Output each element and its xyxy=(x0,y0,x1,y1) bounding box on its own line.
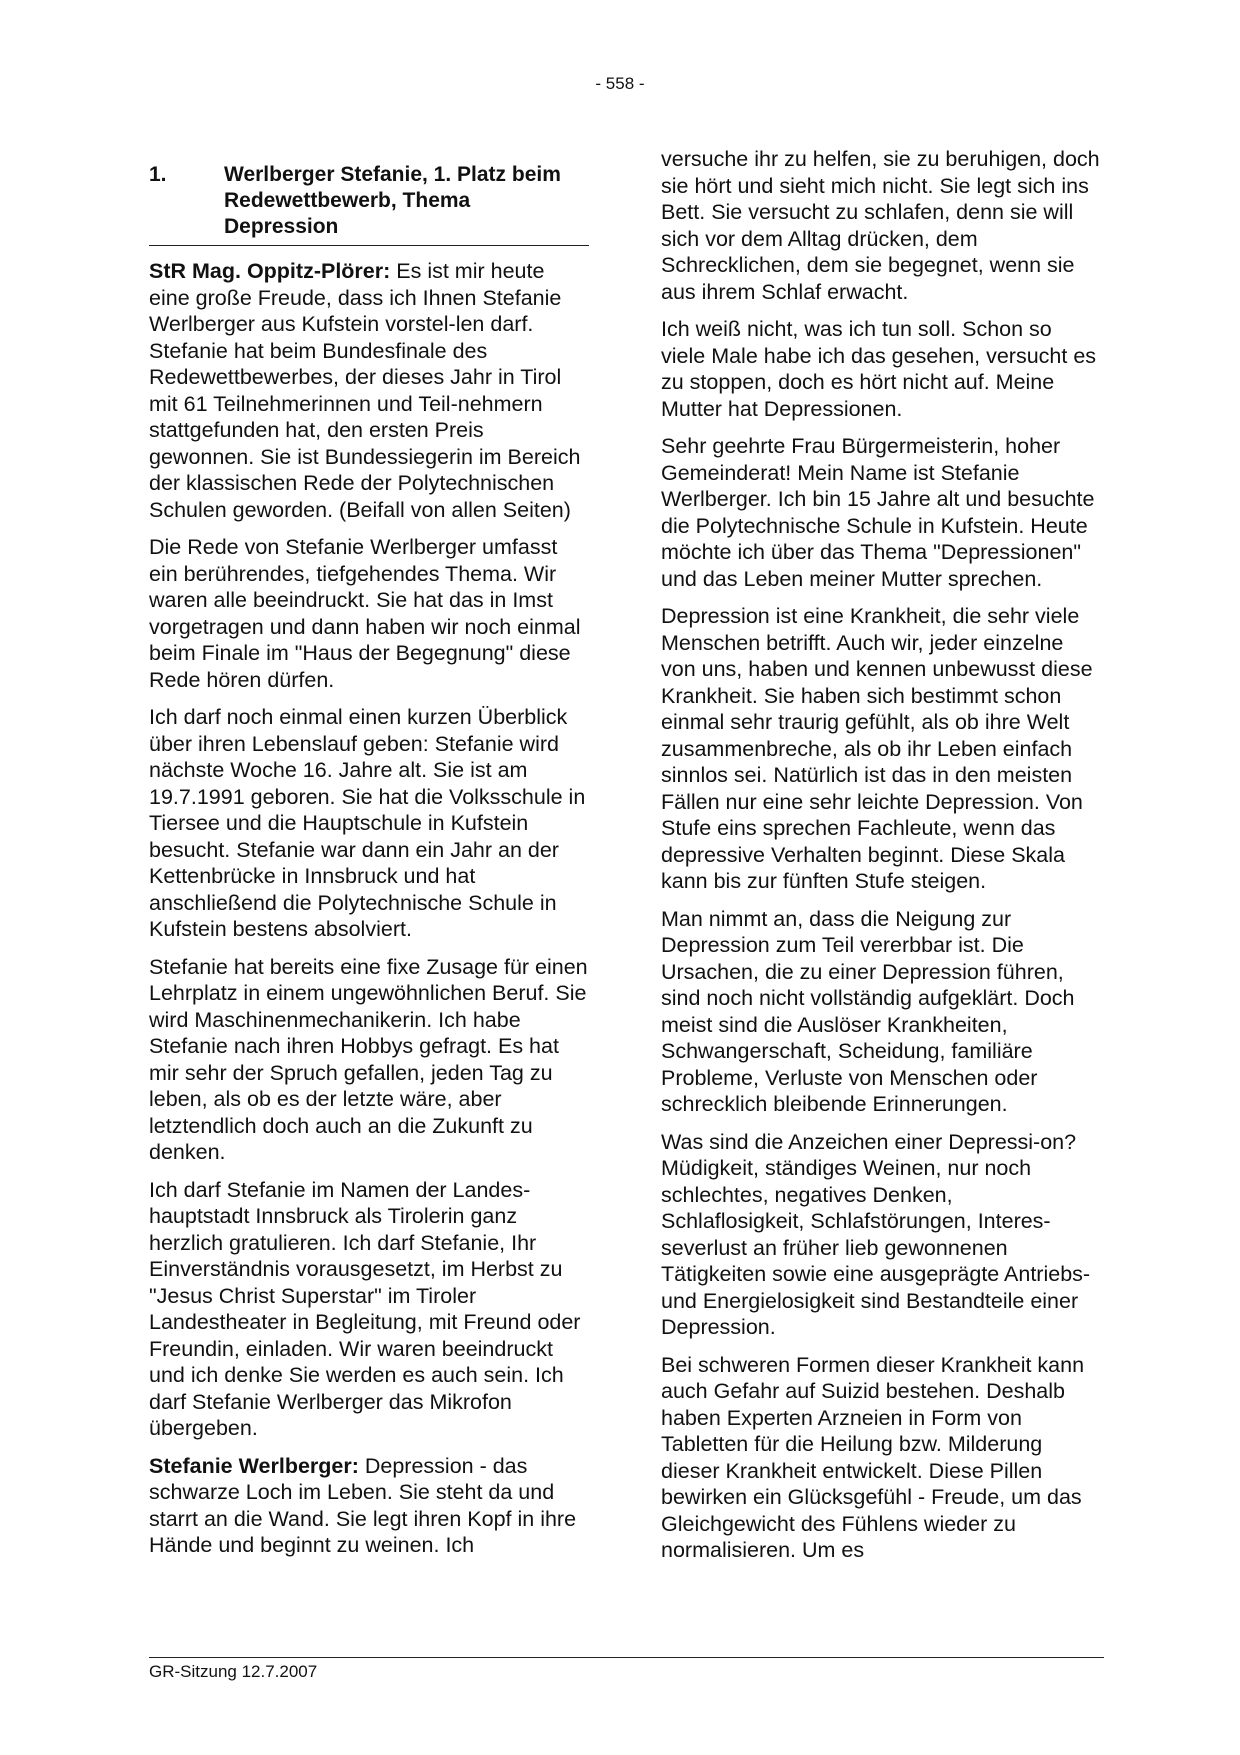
agenda-heading xyxy=(149,162,589,246)
paragraph: Man nimmt an, dass die Neigung zur Depression zum Teil vererbbar ist. Die Ursachen, die zu einer Depression führen, sind noch nicht vollständig aufgeklärt. Doch meist sind die Auslöser Krankheiten, Schwangerschaft, Scheidung, familiäre Probleme, Verluste von Menschen oder schrecklich bleibende Erinnerungen. xyxy=(661,906,1075,1116)
speaker-name: StR Mag. Oppitz-Plörer: xyxy=(149,259,391,283)
heading-number: 1. xyxy=(149,163,167,186)
page-number: - 558 - xyxy=(595,74,645,93)
paragraph-text: Es ist mir heute eine große Freude, dass ich Ihnen Stefanie Werlberger aus Kufstein vorstel-len darf. Stefanie hat beim Bundesfinale des Redewettbewerbes, der dieses Jahr in Tirol mit 61 Teilnehmerinnen und Teil-nehmern stattgefunden hat, den ersten Preis gewonnen. Sie ist Bundessiegerin im Bereich der klassischen Rede der Polytechnischen Schulen geworden. (Beifall von allen Seiten) xyxy=(149,259,581,522)
left-column xyxy=(149,148,589,1570)
paragraph xyxy=(149,258,589,523)
paragraph: Bei schweren Formen dieser Krankheit kann auch Gefahr auf Suizid bestehen. Deshalb haben Experten Arzneien in Form von Tabletten für die Heilung bzw. Milderung dieser Krankheit entwickelt. Diese Pillen bewirken ein Glücksgefühl - Freude, um das Gleichgewicht des Fühlens wieder zu normalisieren. Um es xyxy=(661,1352,1085,1562)
paragraph: Ich darf Stefanie im Namen der Landes-hauptstadt Innsbruck als Tirolerin ganz herzlich gratulieren. Ich darf Stefanie, Ihr Einverständnis vorausgesetzt, im Herbst zu "Jesus Christ Superstar" im Tiroler Landestheater in Begleitung, mit Freund oder Freundin, einladen. Wir waren beeindruckt und ich denke Sie werden es auch sein. Ich darf Stefanie Werlberger das Mikrofon übergeben. xyxy=(149,1177,581,1440)
paragraph-text: Depression - das schwarze Loch im Leben. Sie steht da und starrt an die Wand. Sie legt ihren Kopf in ihre Hände und beginnt zu weinen. Ich xyxy=(149,1453,577,1557)
heading-title: Werlberger Stefanie, 1. Platz beim Redewettbewerb, Thema Depression xyxy=(224,163,561,238)
right-column xyxy=(661,146,1101,1575)
footer-divider xyxy=(149,1657,1104,1658)
speaker-name: Stefanie Werlberger: xyxy=(149,1453,359,1478)
paragraph: Was sind die Anzeichen einer Depressi-on? Müdigkeit, ständiges Weinen, nur noch schlechtes, negatives Denken, Schlaflosigkeit, Schlafstörungen, Interes-severlust an früher lieb gewonnenen Tätigkeiten sowie eine ausgeprägte Antriebs- und Energielosigkeit sind Bestandteile einer Depression. xyxy=(661,1129,1091,1339)
footer-session-date: GR-Sitzung 12.7.2007 xyxy=(149,1662,318,1681)
paragraph: Ich weiß nicht, was ich tun soll. Schon so viele Male habe ich das gesehen, versucht es zu stoppen, doch es hört nicht auf. Meine Mutter hat Depressionen. xyxy=(661,317,1097,421)
paragraph: Depression ist eine Krankheit, die sehr viele Menschen betrifft. Auch wir, jeder einzelne von uns, haben und kennen unbewusst diese Krankheit. Sie haben sich bestimmt schon einmal sehr traurig gefühlt, als ob ihre Welt zusammenbreche, als ob ihr Leben einfach sinnlos sei. Natürlich ist das in den meisten Fällen nur eine sehr leichte Depression. Von Stufe eins sprechen Fachleute, wenn das depressive Verhalten beginnt. Diese Skala kann bis zur fünften Stufe steigen. xyxy=(661,604,1093,893)
paragraph xyxy=(149,1453,589,1559)
paragraph: Sehr geehrte Frau Bürgermeisterin, hoher Gemeinderat! Mein Name ist Stefanie Werlberger. Ich bin 15 Jahre alt und besuchte die Polytechnische Schule in Kufstein. Heute möchte ich über das Thema "Depressionen" und das Leben meiner Mutter sprechen. xyxy=(661,434,1095,591)
paragraph: versuche ihr zu helfen, sie zu beruhigen, doch sie hört und sieht mich nicht. Sie legt sich ins Bett. Sie versucht zu schlafen, denn sie will sich vor dem Alltag drücken, dem Schrecklichen, dem sie begegnet, wenn sie aus ihrem Schlaf erwacht. xyxy=(661,147,1100,304)
paragraph: Ich darf noch einmal einen kurzen Überblick über ihren Lebenslauf geben: Stefanie wird nächste Woche 16. Jahre alt. Sie ist am 19.7.1991 geboren. Sie hat die Volksschule in Tiersee und die Hauptschule in Kufstein besucht. Stefanie war dann ein Jahr an der Kettenbrücke in Innsbruck und hat anschließend die Polytechnische Schule in Kufstein bestens absolviert. xyxy=(149,705,586,941)
paragraph: Die Rede von Stefanie Werlberger umfasst ein berührendes, tiefgehendes Thema. Wir waren alle beeindruckt. Sie hat das in Imst vorgetragen und dann haben wir noch einmal beim Finale im "Haus der Begegnung" diese Rede hören dürfen. xyxy=(149,535,581,692)
paragraph: Stefanie hat bereits eine fixe Zusage für einen Lehrplatz in einem ungewöhnlichen Beruf. Sie wird Maschinenmechanikerin. Ich habe Stefanie nach ihren Hobbys gefragt. Es hat mir sehr der Spruch gefallen, jeden Tag zu leben, als ob es der letzte wäre, aber letztendlich doch auch an die Zukunft zu denken. xyxy=(149,954,588,1164)
